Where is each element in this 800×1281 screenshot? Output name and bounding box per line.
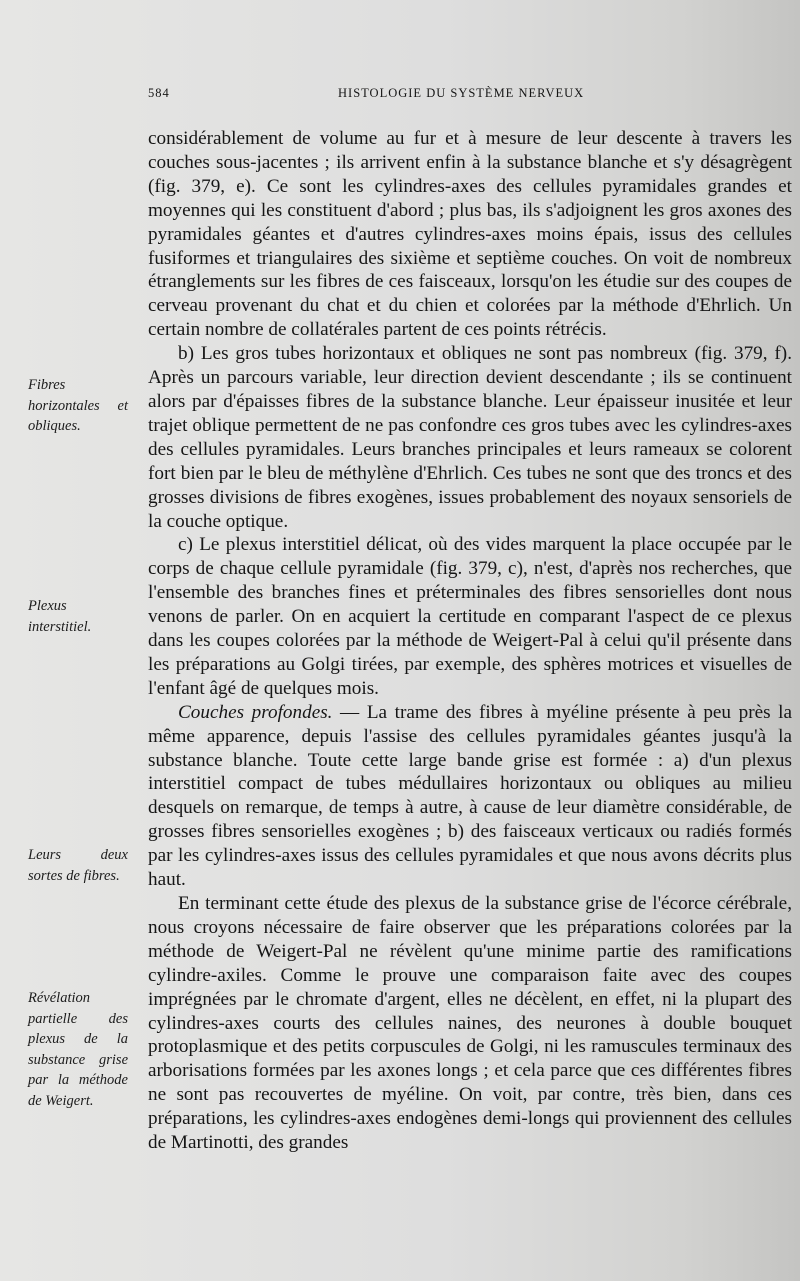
margin-note-plexus-interstitiel: Plexus interstitiel. bbox=[28, 598, 92, 635]
margin-note-deux-sortes: Leurs deux sortes de fibres. bbox=[28, 847, 128, 884]
page-header bbox=[148, 86, 788, 106]
section-heading-couches-profondes: Couches profondes. bbox=[178, 701, 333, 723]
page-number: 584 bbox=[148, 86, 170, 100]
margin-note-fibres-horizontales: Fibres horizontales et obliques. bbox=[28, 377, 128, 434]
paragraph-continued: considérablement de volume au fur et à mesure de leur descente à travers les couches sous-jacentes ; ils arrivent enfin à la substance blanche et s'y désagrègent (fig. 379, e). Ce sont les cylindres-axes des cellules pyramidales grandes et moyennes qui les constituent d'abord ; plus bas, ils s'adjoignent les gros axones des pyramidales géantes et d'autres cylindres-axes moins épais, issus des cellules fusiformes et triangulaires des sixième et septième couches. On voit de nombreux étranglements sur les fibres de ces faisceaux, lorsqu'on les étudie sur des coupes de cerveau provenant du chat et du chien et colorées par la méthode d'Ehrlich. Un certain nombre de collatérales partent de ces points rétrécis. bbox=[148, 128, 792, 341]
paragraph-c: c) Le plexus interstitiel délicat, où des vides marquent la place occupée par le corps de chaque cellule pyramidale (fig. 379, c), n'est, d'après nos recherches, que l'ensemble des branches fines et préterminales des fibres sensorielles dont nous venons de parler. On en acquiert la certitude en comparant l'aspect de ce plexus dans les coupes colorées par la méthode de Weigert-Pal à celui qu'il présente dans les préparations au Golgi tirées, par exemple, des sphères motrices et visuelles de l'enfant âgé de quelques mois. bbox=[148, 534, 792, 699]
running-title: HISTOLOGIE DU SYSTÈME NERVEUX bbox=[338, 86, 585, 100]
paragraph-couches-profondes bbox=[148, 701, 792, 892]
paragraph-en-terminant: En terminant cette étude des plexus de la substance grise de l'écorce cérébrale, nous croyons nécessaire de faire observer que les préparations colorées par la méthode de Weigert-Pal ne révèlent qu'une minime partie des ramifications cylindre-axiles. Comme le prouve une comparaison faite avec des coupes imprégnées par le chromate d'argent, elles ne décèlent, en effet, ni la plupart des cylindres-axes courts des cellules naines, des neurones à double bouquet protoplasmique et des petits corpuscules de Golgi, ni les ramuscules terminaux des arborisations formées par les axones longs ; et cela parce que ces différentes fibres ne sont pas recouvertes de myéline. On voit, par contre, très bien, dans ces préparations, les cylindres-axes endogènes demi-longs qui proviennent des cellules de Martinotti, des grandes bbox=[148, 893, 792, 1154]
paragraph-b: b) Les gros tubes horizontaux et obliques ne sont pas nombreux (fig. 379, f). Après un parcours variable, leur direction devient descendante ; ils se continuent alors par d'épaisses fibres de la substance blanche. Leur épaisseur inusitée et leur trajet oblique permettent de ne pas confondre ces gros tubes avec les cylindres-axes des cellules pyramidales. Leurs branches principales et leurs rameaux se colorent fort bien par le bleu de méthylène d'Ehrlich. Ces tubes ne sont que des troncs et des grosses divisions de fibres exogènes, issues probablement des noyaux sensoriels de la couche optique. bbox=[148, 343, 792, 532]
body-text bbox=[148, 127, 792, 1155]
paragraph-couches-profondes-text: — La trame des fibres à myéline présente à peu près la même apparence, depuis l'assise des cellules pyramidales géantes jusqu'à la substance blanche. Toute cette large bande grise est formée : a) d'un plexus interstitiel compact de tubes médullaires horizontaux ou obliques au milieu desquels on remarque, de temps à autre, à cause de leur diamètre considérable, de grosses fibres sensorielles exogènes ; b) des faisceaux verticaux ou radiés formés par les cylindres-axes issus des cellules pyramidales et que nous avons décrits plus haut. bbox=[148, 701, 792, 891]
margin-note-revelation: Révélation partielle des plexus de la substance grise par la méthode de Weigert. bbox=[28, 990, 128, 1109]
